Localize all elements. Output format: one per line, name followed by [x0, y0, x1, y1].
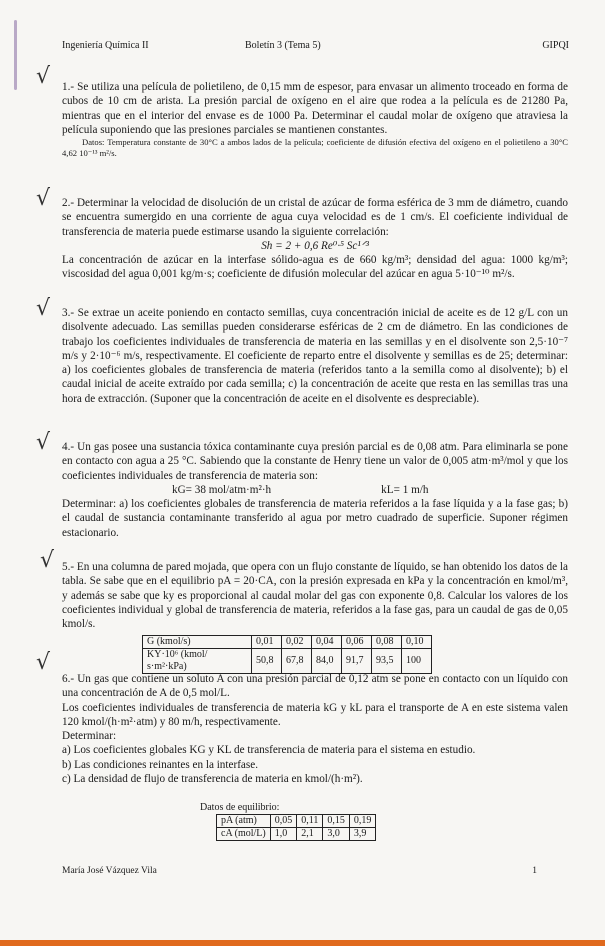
check-mark-icon: √	[36, 650, 51, 675]
equilibrium-caption: Datos de equilibrio:	[200, 802, 280, 813]
table-cell: pA (atm)	[217, 815, 271, 828]
problem-5-text: 5.- En una columna de pared mojada, que opera con un flujo constante de líquido, se han obtenido los datos de la tabla. Se sabe que en el equilibrio pA = 20·CA, con la presión expresada en kPa y la concentración en kmol/m³, y además se sabe que ky es proporcional al caudal molar del gas con exponente 0,8. Calcular los valores de los coeficientes individual y global de transferencia de materia, referidos a la fase gas, para un caudal de gas de 0,05 kmol/s.	[62, 561, 568, 631]
problem-2-text-2: La concentración de azúcar en la interfase sólido-agua es de 660 kg/m³; densidad del agua: 1000 kg/m³; viscosidad del agua 0,001 kg/m·s; coeficiente de difusión molecular del azúcar en agua 5·10⁻¹⁰ m²/s.	[62, 254, 568, 281]
table-row	[217, 828, 376, 841]
table-cell: 0,08	[372, 636, 402, 649]
scan-edge	[0, 940, 605, 946]
footer-author: María José Vázquez Vila	[62, 866, 157, 876]
check-mark-icon: √	[40, 548, 55, 573]
table-cell: 3,9	[349, 828, 376, 841]
kl-value: kL= 1 m/h	[381, 483, 429, 496]
header-group: GIPQI	[542, 40, 569, 51]
problem-6-item-a: a) Los coeficientes globales KG y KL de transferencia de materia para el sistema en estudio.	[62, 744, 476, 757]
table-cell: 0,11	[297, 815, 323, 828]
problem-3-text: 3.- Se extrae un aceite poniendo en contacto semillas, cuya concentración inicial de aceite es de 12 g/L con un disolvente adecuado. Las semillas pueden considerarse esféricas de 2 cm de diámetro. En las condiciones de trabajo los coeficientes individuales de transferencia de materia en las semillas y en el disolvente son 2,5·10⁻⁷ m/s y 2·10⁻⁶ m/s, respectivamente. El coeficiente de reparto entre el disolvente y semillas es de 25; determinar: a) los coeficientes globales de transferencia de materia (referidos tanto a la semilla como al disolvente); b) el caudal inicial de aceite extraído por cada semilla; c) la concentración de aceite que resta en las semillas tras una hora de extracción. (Suponer que la concentración de aceite en el disolvente es despreciable).	[62, 307, 568, 405]
table-cell: 0,06	[342, 636, 372, 649]
header-course: Ingeniería Química II	[62, 40, 149, 51]
problem-6-text: 6.- Un gas que contiene un soluto A con una presión parcial de 0,12 atm se pone en contacto con un líquido con una concentración de A de 0,5 mol/L.	[62, 673, 568, 700]
check-mark-icon: √	[36, 64, 51, 89]
table-cell: 0,04	[312, 636, 342, 649]
problem-2-equation: Sh = 2 + 0,6 Re⁰·⁵ Sc¹ᐟ³	[261, 239, 369, 252]
check-mark-icon: √	[36, 296, 51, 321]
problem-4-text-2: Determinar: a) los coeficientes globales de transferencia de materia referidos a la fase líquida y a la fase gas; b) el caudal de sustancia contaminante transferido al agua por metro cuadrado de superficie. Suponer régimen estacionario.	[62, 498, 568, 539]
table-cell: 84,0	[312, 649, 342, 674]
table-cell: 100	[402, 649, 432, 674]
page-number: 1	[532, 866, 537, 876]
header-title: Boletín 3 (Tema 5)	[245, 40, 321, 51]
problem-6-item-b: b) Las condiciones reinantes en la interfase.	[62, 758, 259, 771]
problem-6-text-2: Los coeficientes individuales de transferencia de materia kG y kL para el transporte de A en este sistema valen 120 kmol/(h·m²·atm) y 80 m/h, respectivamente.	[62, 701, 568, 728]
kg-value: kG= 38 mol/atm·m²·h	[172, 483, 272, 496]
table-cell: 0,02	[282, 636, 312, 649]
problem-6	[62, 672, 568, 786]
problem-2	[62, 196, 568, 282]
check-mark-icon: √	[36, 186, 51, 211]
table-cell: 0,10	[402, 636, 432, 649]
table-cell: 0,19	[349, 815, 376, 828]
table-cell: 0,05	[270, 815, 297, 828]
table-cell: 2,1	[297, 828, 323, 841]
table-cell: 67,8	[282, 649, 312, 674]
problem-4-coefficients	[62, 483, 568, 497]
problem-1-text: 1.- Se utiliza una película de polietileno, de 0,15 mm de espesor, para envasar un alimento troceado en forma de cubos de 10 cm de arista. La presión parcial de oxígeno en el aire que rodea a la película es de 21280 Pa, mientras que en el interior del envase es de 1000 Pa. Determinar el caudal molar de oxígeno que atraviesa la película suponiendo que las presiones parciales se mantienen constantes.	[62, 81, 568, 136]
problem-6-determinar: Determinar:	[62, 730, 117, 743]
table-cell: KY·10⁶ (kmol/ s·m²·kPa)	[143, 649, 252, 674]
problem-3	[62, 306, 568, 406]
table-cell: 0,15	[323, 815, 350, 828]
problem-4	[62, 440, 568, 540]
check-mark-icon: √	[36, 430, 51, 455]
problem-6-item-c: c) La densidad de flujo de transferencia de materia en kmol/(h·m²).	[62, 773, 363, 786]
table-cell: 1,0	[270, 828, 297, 841]
table-cell: 3,0	[323, 828, 350, 841]
margin-mark	[14, 20, 17, 90]
problem-1-data: Datos: Temperatura constante de 30°C a ambos lados de la película; coeficiente de difusión efectiva del oxígeno en el polietileno a 30°C 4,62 10⁻¹³ m²/s.	[62, 137, 568, 159]
problem-4-text: 4.- Un gas posee una sustancia tóxica contaminante cuya presión parcial es de 0,08 atm. Para eliminarla se pone en contacto con agua a 25 °C. Sabiendo que la constante de Henry tiene un valor de 0,005 atm·m³/mol y que los coeficientes individuales de transferencia de materia son:	[62, 441, 568, 482]
table-cell: cA (mol/L)	[217, 828, 271, 841]
table-cell: 93,5	[372, 649, 402, 674]
problem-5	[62, 560, 568, 631]
problem-1	[62, 80, 568, 159]
table-cell: G (kmol/s)	[143, 636, 252, 649]
table-row	[217, 815, 376, 828]
table-cell: 0,01	[252, 636, 282, 649]
problem-2-text: 2.- Determinar la velocidad de disolución de un cristal de azúcar de forma esférica de 3 mm de diámetro, cuando se encuentra sumergido en una corriente de agua cuya velocidad es de 1 cm/s. El coeficiente individual de transferencia de materia puede estimarse usando la siguiente correlación:	[62, 197, 568, 238]
table-row	[143, 649, 432, 674]
table-cell: 50,8	[252, 649, 282, 674]
problem-5-table	[142, 635, 432, 674]
table-cell: 91,7	[342, 649, 372, 674]
equilibrium-table	[216, 814, 376, 841]
table-row	[143, 636, 432, 649]
